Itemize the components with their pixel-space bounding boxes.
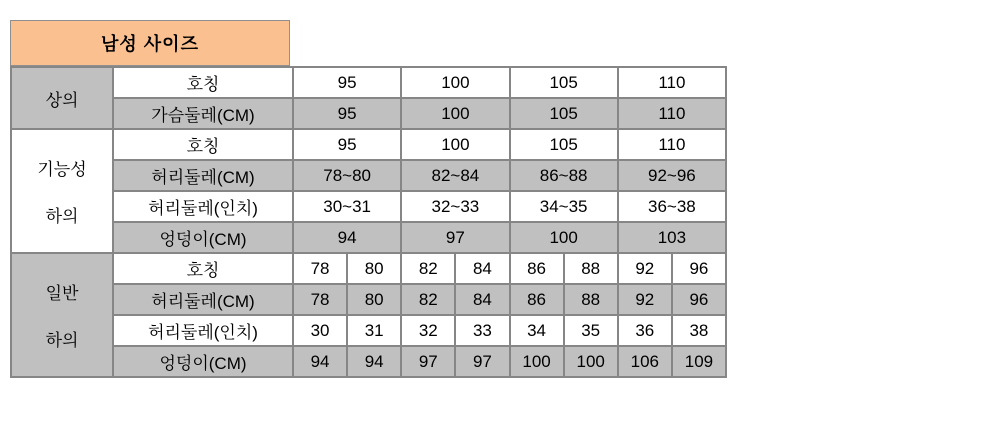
size-value-cell: 34 [510, 315, 564, 346]
size-value-cell: 78~80 [293, 160, 401, 191]
table-row [11, 98, 726, 129]
size-value-cell: 36~38 [618, 191, 726, 222]
size-value-cell: 38 [672, 315, 726, 346]
table-row [11, 129, 726, 160]
size-value-cell: 100 [401, 129, 509, 160]
category-label [12, 132, 112, 250]
row-label-cell: 호칭 [113, 253, 293, 284]
size-value-cell: 82 [401, 284, 455, 315]
category-line: 상의 [45, 90, 79, 110]
table-row [11, 284, 726, 315]
size-value-cell: 92 [618, 253, 672, 284]
category-line: 하의 [45, 331, 79, 351]
category-cell-functional-bottoms [11, 129, 113, 253]
size-value-cell: 95 [293, 67, 401, 98]
size-value-cell: 36 [618, 315, 672, 346]
size-value-cell: 110 [618, 67, 726, 98]
size-value-cell: 32~33 [401, 191, 509, 222]
size-value-cell: 80 [347, 284, 401, 315]
size-value-cell: 82 [401, 253, 455, 284]
size-value-cell: 94 [293, 222, 401, 253]
size-value-cell: 92 [618, 284, 672, 315]
size-value-cell: 78 [293, 253, 347, 284]
table-row [11, 253, 726, 284]
size-value-cell: 100 [401, 98, 509, 129]
size-value-cell: 88 [564, 253, 618, 284]
size-value-cell: 31 [347, 315, 401, 346]
size-value-cell: 84 [455, 253, 509, 284]
table-row [11, 191, 726, 222]
row-label-cell: 허리둘레(CM) [113, 284, 293, 315]
category-cell-regular-bottoms [11, 253, 113, 377]
size-value-cell: 100 [510, 222, 618, 253]
size-value-cell: 110 [618, 129, 726, 160]
size-value-cell: 33 [455, 315, 509, 346]
size-value-cell: 97 [401, 222, 509, 253]
size-value-cell: 86~88 [510, 160, 618, 191]
row-label-cell: 호칭 [113, 67, 293, 98]
size-value-cell: 82~84 [401, 160, 509, 191]
size-value-cell: 80 [347, 253, 401, 284]
size-value-cell: 105 [510, 98, 618, 129]
size-value-cell: 86 [510, 253, 564, 284]
size-value-cell: 92~96 [618, 160, 726, 191]
size-value-cell: 88 [564, 284, 618, 315]
size-value-cell: 105 [510, 129, 618, 160]
size-value-cell: 100 [510, 346, 564, 377]
row-label-cell: 엉덩이(CM) [113, 346, 293, 377]
size-value-cell: 30~31 [293, 191, 401, 222]
row-label-cell: 엉덩이(CM) [113, 222, 293, 253]
size-value-cell: 94 [293, 346, 347, 377]
size-value-cell: 78 [293, 284, 347, 315]
size-value-cell: 34~35 [510, 191, 618, 222]
size-value-cell: 95 [293, 98, 401, 129]
size-value-cell: 97 [455, 346, 509, 377]
row-label-cell: 허리둘레(인치) [113, 191, 293, 222]
category-line: 하의 [45, 207, 79, 227]
table-row [11, 315, 726, 346]
table-row [11, 160, 726, 191]
size-value-cell: 100 [401, 67, 509, 98]
row-label-cell: 호칭 [113, 129, 293, 160]
size-value-cell: 105 [510, 67, 618, 98]
row-label-cell: 허리둘레(인치) [113, 315, 293, 346]
size-value-cell: 106 [618, 346, 672, 377]
size-value-cell: 30 [293, 315, 347, 346]
size-value-cell: 96 [672, 253, 726, 284]
category-cell-top [11, 67, 113, 129]
size-value-cell: 94 [347, 346, 401, 377]
category-line: 일반 [45, 283, 79, 303]
size-value-cell: 95 [293, 129, 401, 160]
category-line: 기능성 [37, 159, 87, 179]
category-label [12, 86, 112, 111]
size-table [10, 66, 727, 378]
table-row [11, 222, 726, 253]
size-value-cell: 97 [401, 346, 455, 377]
row-label-cell: 허리둘레(CM) [113, 160, 293, 191]
table-title: 남성 사이즈 [10, 20, 290, 66]
size-value-cell: 110 [618, 98, 726, 129]
row-label-cell: 가슴둘레(CM) [113, 98, 293, 129]
table-row [11, 67, 726, 98]
size-value-cell: 32 [401, 315, 455, 346]
size-value-cell: 103 [618, 222, 726, 253]
size-value-cell: 96 [672, 284, 726, 315]
size-value-cell: 86 [510, 284, 564, 315]
size-value-cell: 109 [672, 346, 726, 377]
size-table-body [11, 67, 726, 377]
size-value-cell: 35 [564, 315, 618, 346]
category-label [12, 256, 112, 374]
size-value-cell: 84 [455, 284, 509, 315]
table-row [11, 346, 726, 377]
size-value-cell: 100 [564, 346, 618, 377]
